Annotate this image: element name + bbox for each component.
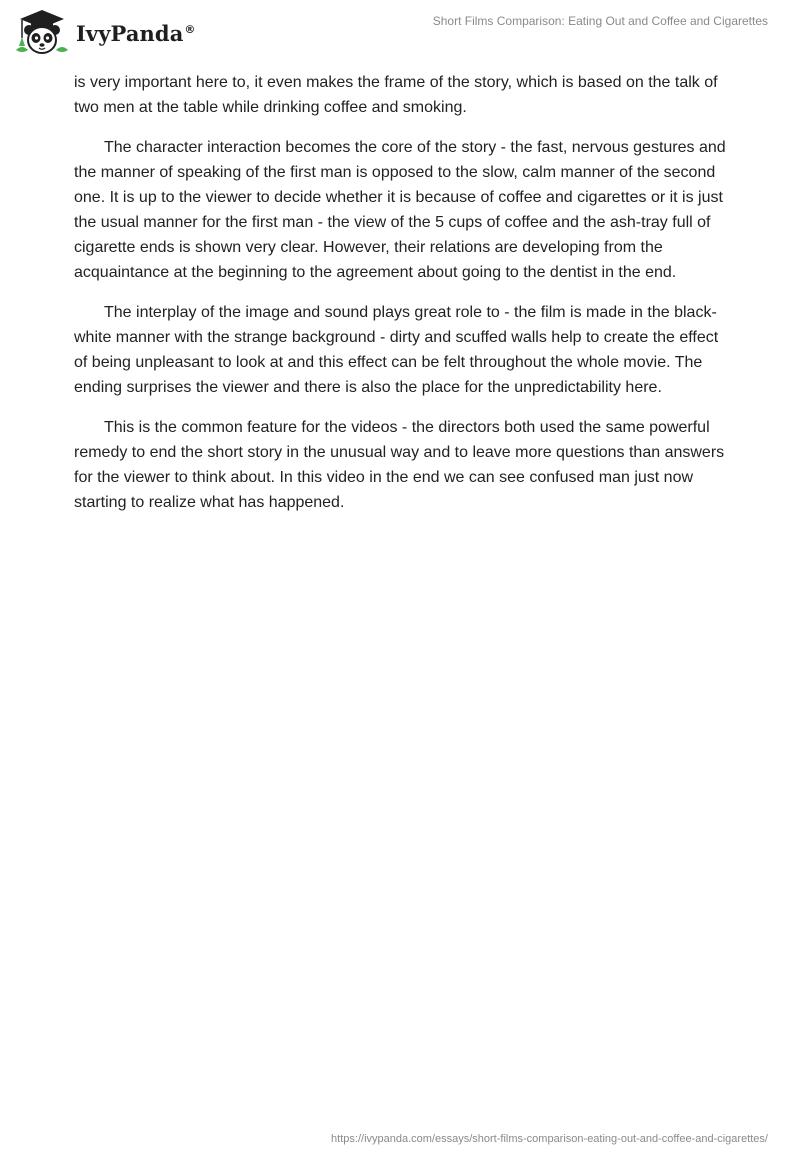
- essay-paragraph: The interplay of the image and sound plays great role to - the film is made in the black-white manner with the strange background - dirty and scuffed walls help to create the effect of being unpleasant to look at and this effect can be felt throughout the whole movie. The ending surprises the viewer and there is also the place for the unpredictability here.: [74, 304, 719, 396]
- brand-logo[interactable]: [14, 8, 196, 56]
- essay-body: [74, 70, 734, 530]
- panda-graduate-icon: [14, 8, 70, 56]
- document-title: Short Films Comparison: Eating Out and Coffee and Cigarettes: [432, 14, 768, 28]
- registered-mark: ®: [184, 22, 196, 36]
- essay-paragraph: is very important here to, it even makes the frame of the story, which is based on the talk of two men at the table while drinking coffee and smoking.: [74, 74, 718, 116]
- page-header: [0, 0, 800, 64]
- source-url[interactable]: https://ivypanda.com/essays/short-films-comparison-eating-out-and-coffee-and-cigarettes/: [331, 1133, 768, 1145]
- essay-paragraph: The character interaction becomes the core of the story - the fast, nervous gestures and the manner of speaking of the first man is opposed to the slow, calm manner of the second one. It is up to the viewer to decide whether it is because of coffee and cigarettes or it is just the usual manner for the first man - the view of the 5 cups of coffee and the ash-tray full of cigarette ends is shown very clear. However, their relations are developing from the acquaintance at the beginning to the agreement about going to the dentist in the end.: [74, 139, 726, 281]
- essay-paragraph: This is the common feature for the videos - the directors both used the same powerful remedy to end the short story in the unusual way and to leave more questions than answers for the viewer to think about. In this video in the end we can see confused man just now starting to realize what has happened.: [74, 419, 725, 511]
- brand-name: IvyPanda®: [76, 20, 196, 46]
